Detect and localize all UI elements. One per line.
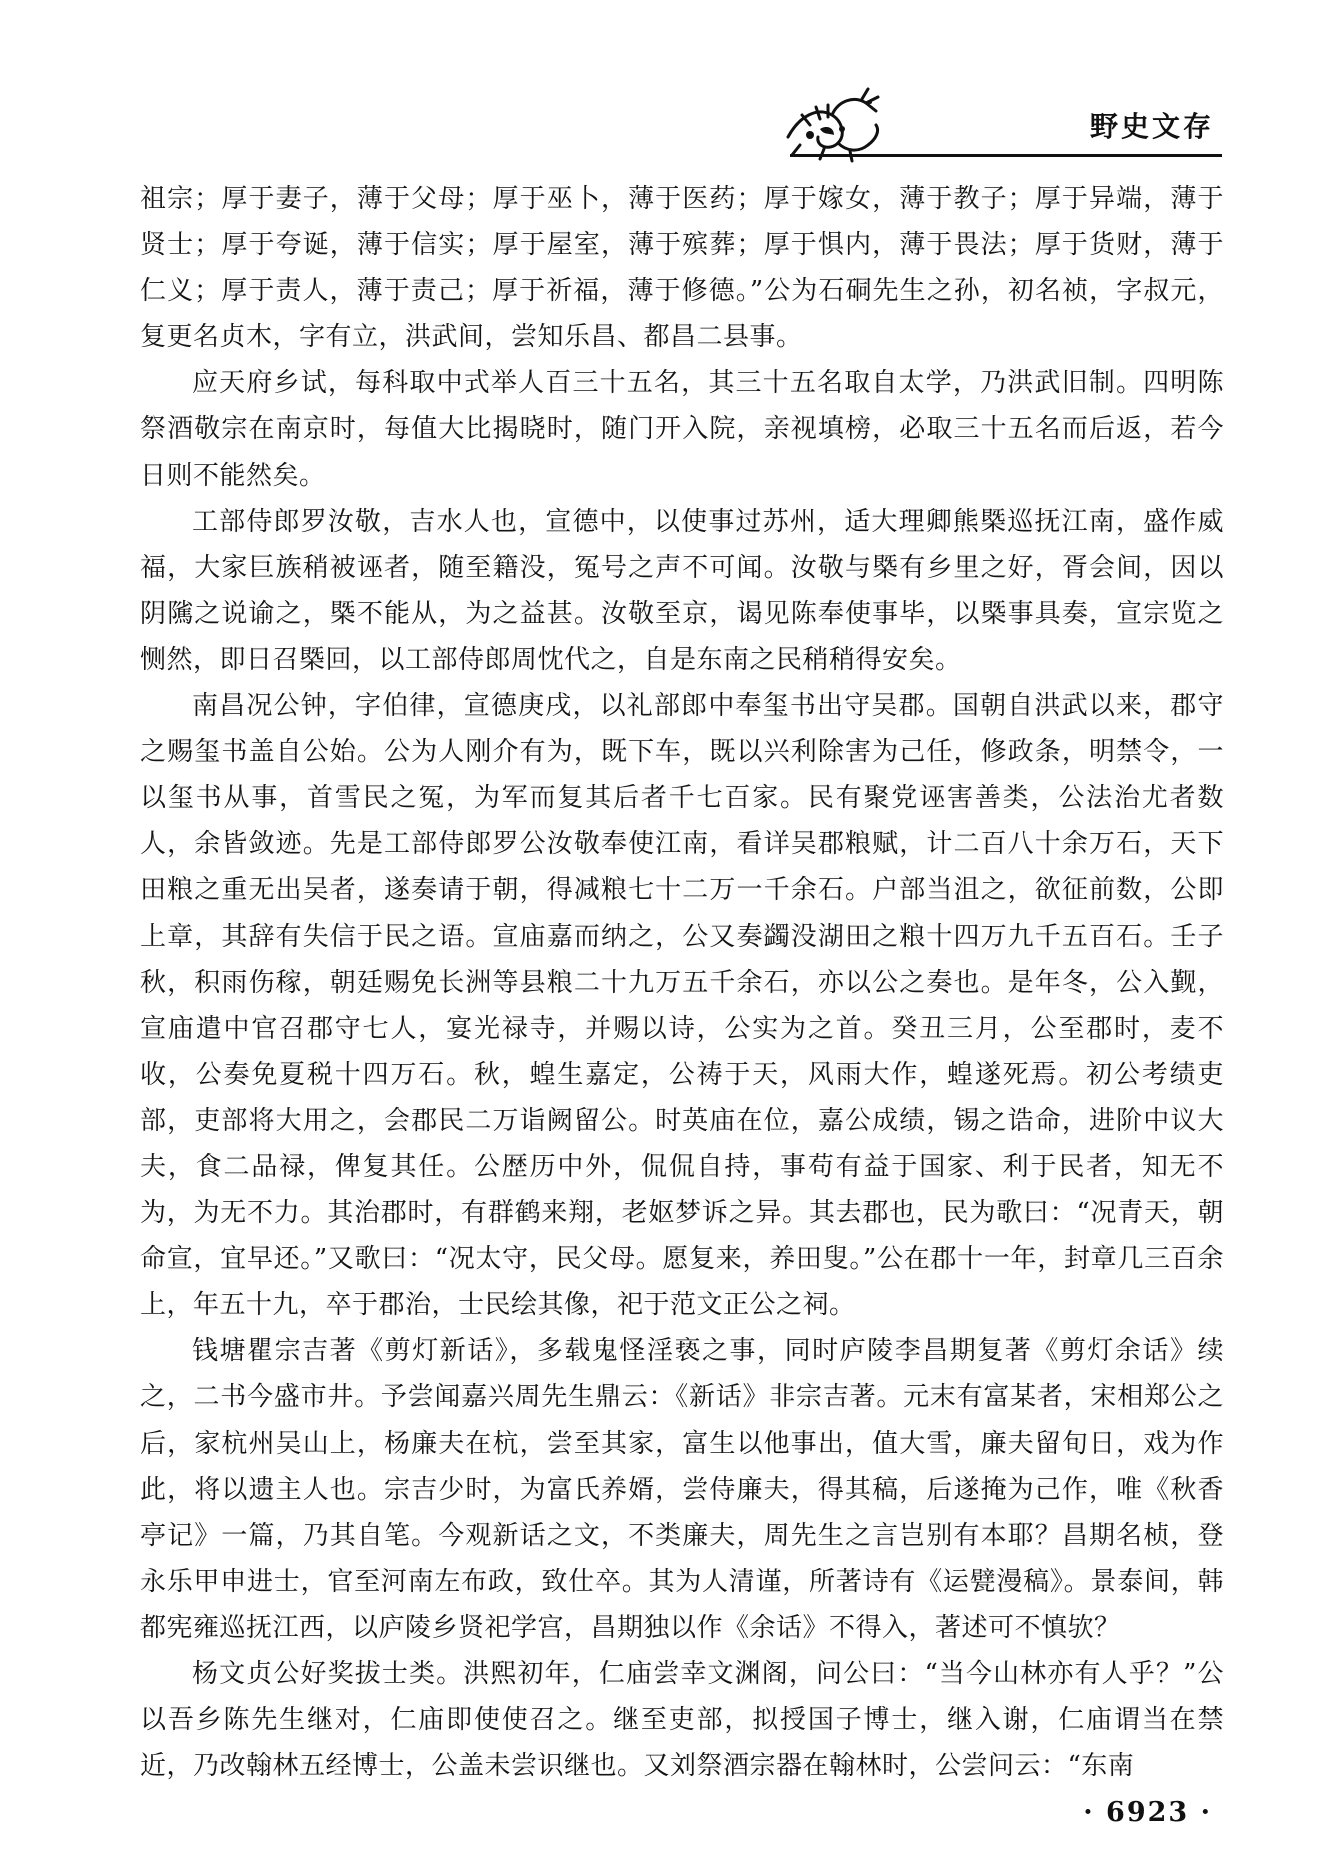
page-header (0, 0, 1322, 170)
series-title: 野史文存 (1089, 110, 1214, 143)
paragraph: 南昌况公钟，字伯律，宣德庚戌，以礼部郎中奉玺书出守吴郡。国朝自洪武以来，郡守之赐玺书盖自公始。公为人刚介有为，既下车，既以兴利除害为己任，修政条，明禁令，一以玺书从事，首雪民之冤，为军而复其后者千七百家。民有聚党诬害善类，公法治尤者数人，余皆敛迹。先是工部侍郎罗公汝敬奉使江南，看详吴郡粮赋，计二百八十余万石，天下田粮之重无出吴者，遂奏请于朝，得减粮七十二万一千余石。户部当沮之，欲征前数，公即上章，其辞有失信于民之语。宣庙嘉而纳之，公又奏蠲没湖田之粮十四万九千五百石。壬子秋，积雨伤稼，朝廷赐免长洲等县粮二十九万五千余石，亦以公之奏也。是年冬，公入觐，宣庙遣中官召郡守七人，宴光禄寺，并赐以诗，公实为之首。癸丑三月，公至郡时，麦不收，公奏免夏税十四万石。秋，蝗生嘉定，公祷于天，风雨大作，蝗遂死焉。初公考绩吏部，吏部将大用之，会郡民二万诣阙留公。时英庙在位，嘉公成绩，锡之诰命，进阶中议大夫，食二品禄，俾复其任。公歴历中外，侃侃自持，事苟有益于国家、利于民者，知无不为，为无不力。其治郡时，有群鹤来翔，老妪梦诉之异。其去郡也，民为歌曰：“况青天，朝命宣，宜早还。”又歌曰：“况太守，民父母。愿复来，养田叟。”公在郡十一年，封章几三百余上，年五十九，卒于郡治，士民绘其像，祀于范文正公之祠。 (140, 691, 1224, 1321)
paragraph: 杨文贞公好奖拔士类。洪熙初年，仁庙尝幸文渊阁，问公曰：“当今山林亦有人乎？”公以吾乡陈先生继对，仁庙即使使召之。继至吏部，拟授国子博士，继入谢，仁庙谓当在禁近，乃改翰林五经博士，公盖未尝识继也。又刘祭酒宗器在翰林时，公尝问云：“东南 (140, 1659, 1224, 1782)
dragon-emblem-icon (780, 85, 890, 163)
paragraph: 钱塘瞿宗吉著《剪灯新话》，多载鬼怪淫亵之事，同时庐陵李昌期复著《剪灯余话》续之，二书今盛市井。予尝闻嘉兴周先生鼎云：《新话》非宗吉著。元末有富某者，宋相郑公之后，家杭州吴山上，杨廉夫在杭，尝至其家，富生以他事出，值大雪，廉夫留旬日，戏为作此，将以遗主人也。宗吉少时，为富氏养婿，尝侍廉夫，得其稿，后遂掩为己作，唯《秋香亭记》一篇，乃其自笔。今观新话之文，不类廉夫，周先生之言岂别有本耶？昌期名桢，登永乐甲申进士，官至河南左布政，致仕卒。其为人清谨，所著诗有《运甓漫稿》。景泰间，韩都宪雍巡抚江西，以庐陵乡贤祀学宫，昌期独以作《余话》不得入，著述可不慎欤？ (140, 1336, 1224, 1643)
paragraph: 祖宗；厚于妻子，薄于父母；厚于巫卜，薄于医药；厚于嫁女，薄于教子；厚于异端，薄于贤士；厚于夸诞，薄于信实；厚于屋室，薄于殡葬；厚于惧内，薄于畏法；厚于货财，薄于仁义；厚于责人，薄于责己；厚于祈福，薄于修德。”公为石硐先生之孙，初名祯，字叔元，复更名贞木，字有立，洪武间，尝知乐昌、都昌二县事。 (140, 184, 1224, 353)
page-number: · 6923 · (1083, 1797, 1212, 1828)
header-rule (790, 154, 1222, 157)
paragraph: 应天府乡试，每科取中式举人百三十五名，其三十五名取自太学，乃洪武旧制。四明陈祭酒敬宗在南京时，每值大比揭晓时，随门开入院，亲视填榜，必取三十五名而后返，若今日则不能然矣。 (140, 368, 1224, 491)
page-body (140, 176, 1224, 1789)
paragraph: 工部侍郎罗汝敬，吉水人也，宣德中，以使事过苏州，适大理卿熊槩巡抚江南，盛作威福，大家巨族稍被诬者，随至籍没，冤号之声不可闻。汝敬与槩有乡里之好，胥会间，因以阴隲之说谕之，槩不能从，为之益甚。汝敬至京，谒见陈奉使事毕，以槩事具奏，宣宗览之恻然，即日召槩回，以工部侍郎周忱代之，自是东南之民稍稍得安矣。 (140, 506, 1224, 675)
